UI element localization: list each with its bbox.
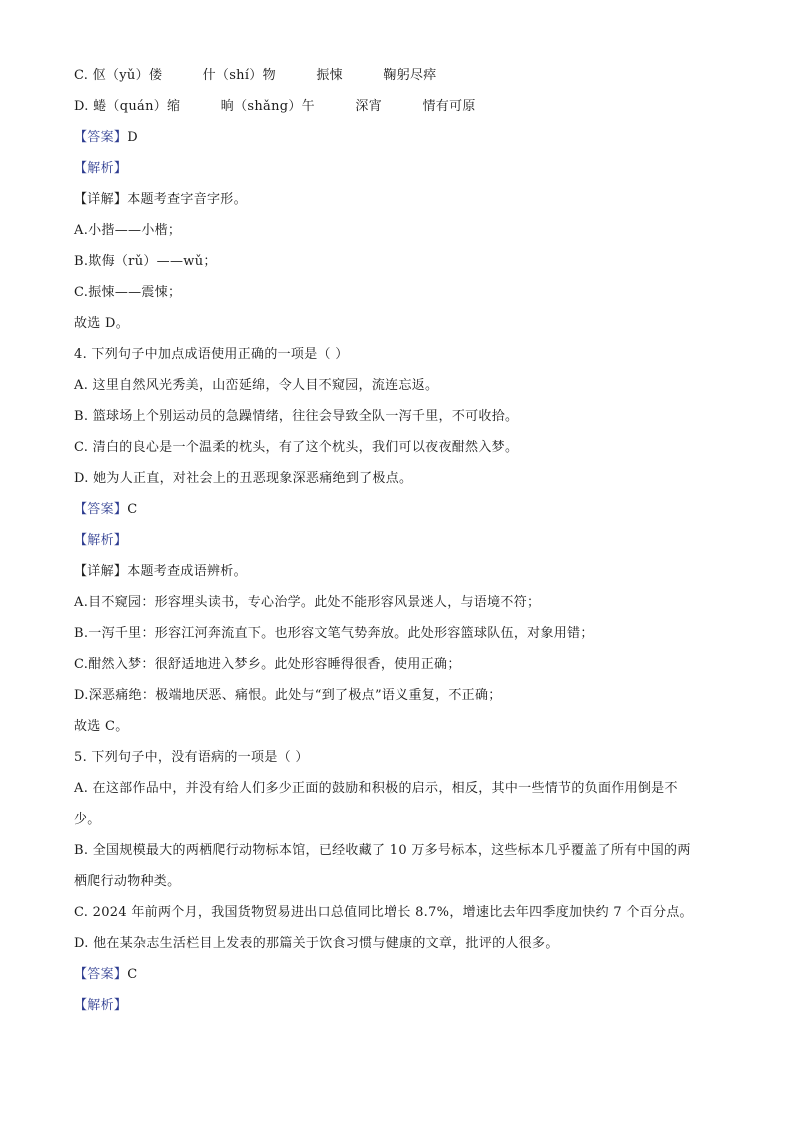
answer-tag: 【答案】 — [74, 967, 128, 982]
answer-tag: 【答案】 — [74, 130, 128, 145]
analysis-tag: 【解析】 — [74, 161, 128, 176]
q5-option-a-line-1: A. 在这部作品中，并没有给人们多少正面的鼓励和积极的启示，相反，其中一些情节的负面作用倒是不 — [74, 781, 678, 796]
q3-detail — [74, 184, 720, 215]
q3-note-b: B.欺侮（rǔ）——wǔ； — [74, 254, 217, 269]
q3-option-d — [74, 91, 720, 122]
q5-option-d: D. 他在某杂志生活栏目上发表的那篇关于饮食习惯与健康的文章，批评的人很多。 — [74, 936, 559, 951]
q3-option-c-item-1: C. 伛（yǔ）偻 — [74, 68, 163, 83]
detail-tag: 【详解】 — [74, 564, 128, 579]
q5-stem: 5. 下列句子中，没有语病的一项是（ ） — [74, 750, 309, 765]
q4-option-b: B. 篮球场上个别运动员的急躁情绪，往往会导致全队一泻千里，不可收拾。 — [74, 409, 519, 424]
q3-option-d-item-3: 深宵 — [355, 99, 383, 114]
detail-text: 本题考查字音字形。 — [127, 192, 247, 207]
q4-option-c: C. 清白的良心是一个温柔的枕头，有了这个枕头，我们可以夜夜酣然入梦。 — [74, 440, 519, 455]
detail-text: 本题考查成语辨析。 — [127, 564, 247, 579]
answer-value: C — [127, 967, 138, 982]
answer-value: D — [127, 130, 138, 145]
analysis-tag: 【解析】 — [74, 998, 128, 1013]
q3-note-c: C.振悚——震悚； — [74, 285, 182, 300]
q3-option-d-item-4: 情有可原 — [422, 99, 476, 114]
q5-option-b-line-2: 栖爬行动物种类。 — [74, 874, 181, 889]
q4-conclusion: 故选 C。 — [74, 719, 129, 734]
detail-tag: 【详解】 — [74, 192, 128, 207]
analysis-tag: 【解析】 — [74, 533, 128, 548]
q4-option-a: A. 这里自然风光秀美，山峦延绵，令人目不窥园，流连忘返。 — [74, 378, 439, 393]
q4-option-d: D. 她为人正直，对社会上的丑恶现象深恶痛绝到了极点。 — [74, 471, 413, 486]
q5-option-a-line-2: 少。 — [74, 812, 101, 827]
q4-note-d: D.深恶痛绝：极端地厌恶、痛恨。此处与“到了极点”语义重复，不正确； — [74, 688, 502, 703]
q3-note-a: A.小揩——小楷； — [74, 223, 182, 238]
q4-answer — [74, 494, 720, 525]
q5-analysis — [74, 990, 720, 1021]
q3-option-d-item-2: 晌（shǎng）午 — [220, 99, 315, 114]
q4-note-a: A.目不窥园：形容埋头读书，专心治学。此处不能形容风景迷人，与语境不符； — [74, 595, 541, 610]
q3-option-c-item-3: 振悚 — [316, 68, 343, 83]
q3-option-c-item-2: 什（shí）物 — [202, 68, 276, 83]
q4-detail — [74, 556, 720, 587]
q5-answer — [74, 959, 720, 990]
q3-analysis — [74, 153, 720, 184]
q4-stem: 4. 下列句子中加点成语使用正确的一项是（ ） — [74, 347, 349, 362]
q5-option-c: C. 2024 年前两个月，我国货物贸易进出口总值同比增长 8.7%，增速比去年四季度加快约 7 个百分点。 — [74, 905, 693, 920]
q5-option-b-line-1: B. 全国规模最大的两栖爬行动物标本馆，已经收藏了 10 万多号标本，这些标本几乎覆盖了所有中国的两 — [74, 843, 691, 858]
answer-value: C — [127, 502, 138, 517]
document-page — [74, 60, 720, 1021]
answer-tag: 【答案】 — [74, 502, 128, 517]
q3-option-c-item-4: 鞠躬尽瘁 — [383, 68, 437, 83]
q4-note-c: C.酣然入梦：很舒适地进入梦乡。此处形容睡得很香，使用正确； — [74, 657, 461, 672]
q3-option-d-item-1: D. 蜷（quán）缩 — [74, 99, 181, 114]
q3-answer — [74, 122, 720, 153]
q3-conclusion: 故选 D。 — [74, 316, 130, 331]
q3-option-c — [74, 60, 720, 91]
q4-note-b: B.一泻千里：形容江河奔流直下。也形容文笔气势奔放。此处形容篮球队伍，对象用错； — [74, 626, 594, 641]
q4-analysis — [74, 525, 720, 556]
